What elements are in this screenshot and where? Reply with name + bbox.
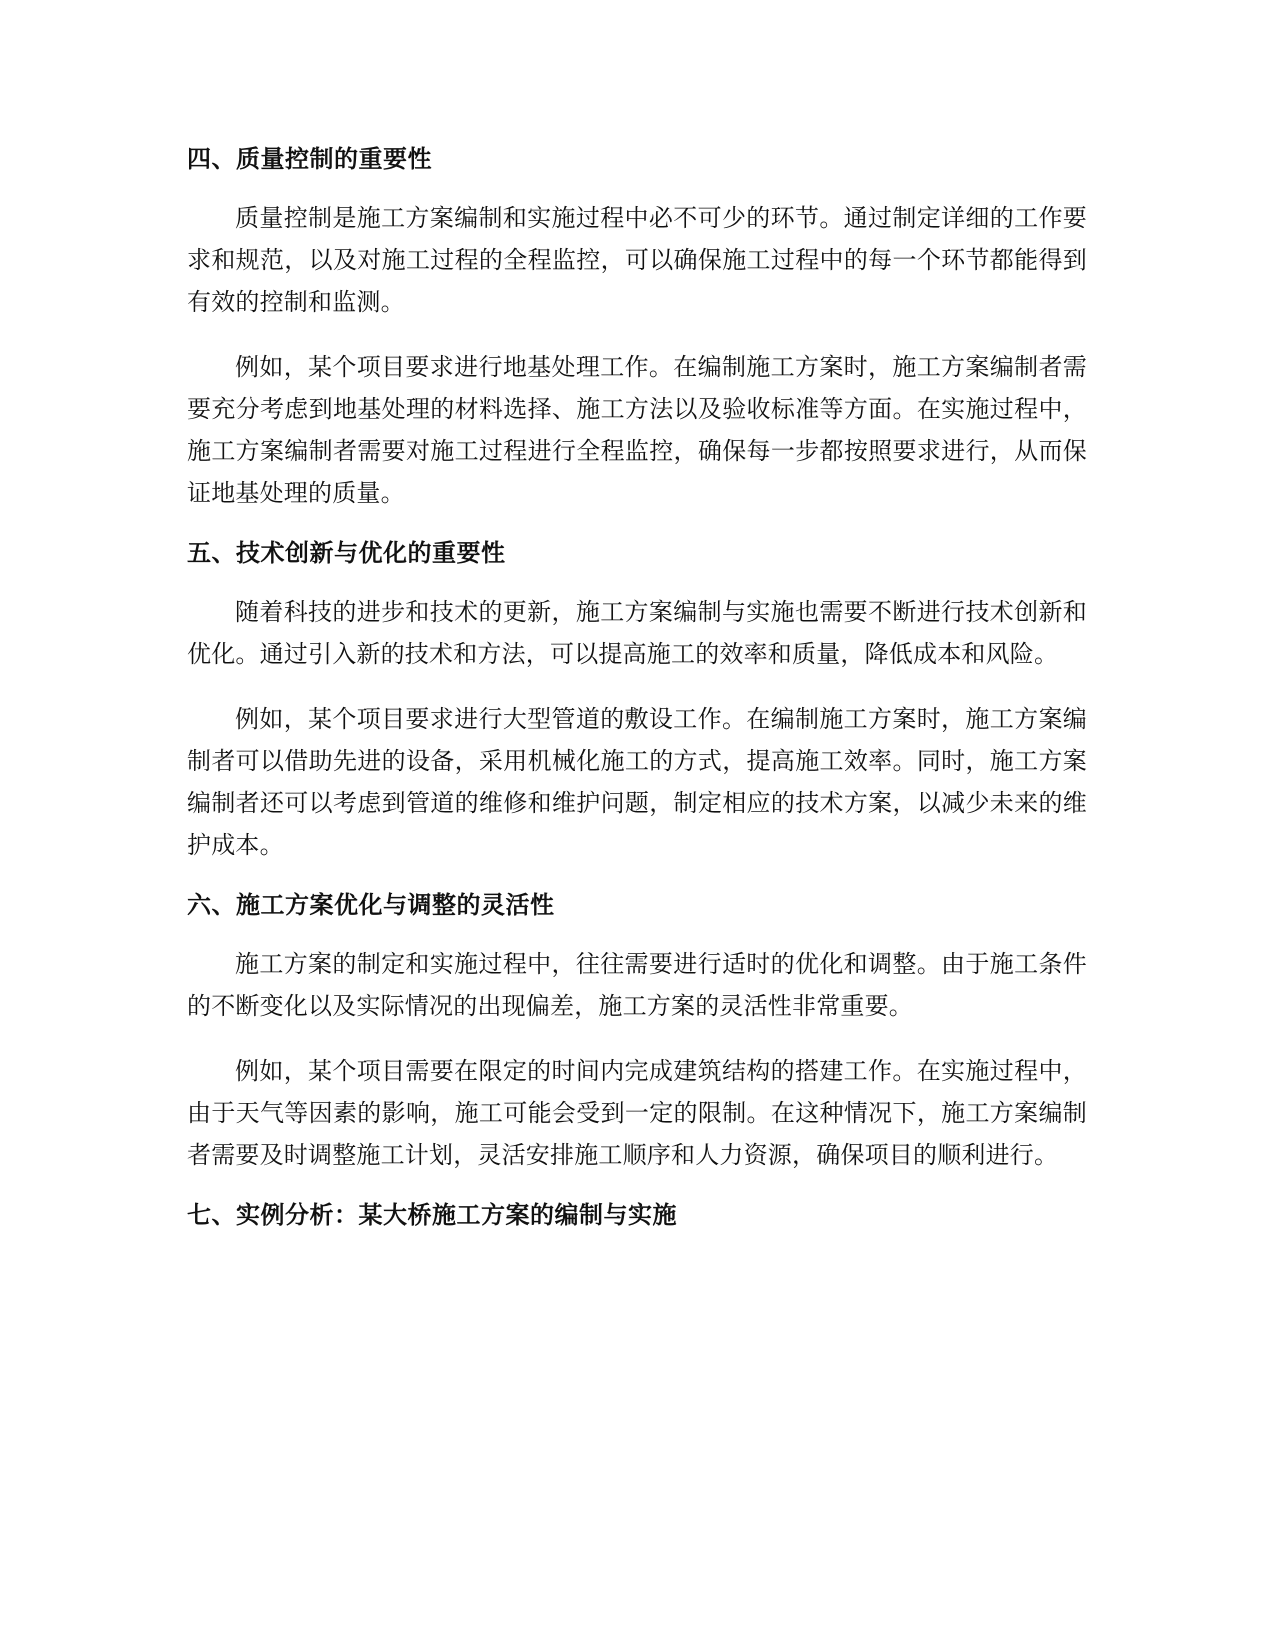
paragraph: 例如，某个项目需要在限定的时间内完成建筑结构的搭建工作。在实施过程中，由于天气等因素的影响，施工可能会受到一定的限制。在这种情况下，施工方案编制者需要及时调整施工计划，灵活安排施工顺序和人力资源，确保项目的顺利进行。 xyxy=(187,1057,1087,1169)
paragraph: 随着科技的进步和技术的更新，施工方案编制与实施也需要不断进行技术创新和优化。通过引入新的技术和方法，可以提高施工的效率和质量，降低成本和风险。 xyxy=(187,598,1087,668)
paragraph: 例如，某个项目要求进行地基处理工作。在编制施工方案时，施工方案编制者需要充分考虑到地基处理的材料选择、施工方法以及验收标准等方面。在实施过程中，施工方案编制者需要对施工过程进行全程监控，确保每一步都按照要求进行，从而保证地基处理的质量。 xyxy=(187,353,1087,507)
section-heading: 五、技术创新与优化的重要性 xyxy=(187,539,506,567)
section-quality-control xyxy=(187,143,1087,514)
document-body xyxy=(187,143,1087,1253)
section-case-study xyxy=(187,1199,1087,1231)
section-heading: 六、施工方案优化与调整的灵活性 xyxy=(187,891,555,919)
section-heading: 四、质量控制的重要性 xyxy=(187,145,432,173)
paragraph: 施工方案的制定和实施过程中，往往需要进行适时的优化和调整。由于施工条件的不断变化以及实际情况的出现偏差，施工方案的灵活性非常重要。 xyxy=(187,950,1087,1020)
section-heading: 七、实例分析：某大桥施工方案的编制与实施 xyxy=(187,1201,677,1229)
paragraph: 质量控制是施工方案编制和实施过程中必不可少的环节。通过制定详细的工作要求和规范，以及对施工过程的全程监控，可以确保施工过程中的每一个环节都能得到有效的控制和监测。 xyxy=(187,204,1087,316)
paragraph: 例如，某个项目要求进行大型管道的敷设工作。在编制施工方案时，施工方案编制者可以借助先进的设备，采用机械化施工的方式，提高施工效率。同时，施工方案编制者还可以考虑到管道的维修和维护问题，制定相应的技术方案，以减少未来的维护成本。 xyxy=(187,705,1087,859)
section-plan-flexibility xyxy=(187,889,1087,1176)
section-technical-innovation xyxy=(187,537,1087,866)
